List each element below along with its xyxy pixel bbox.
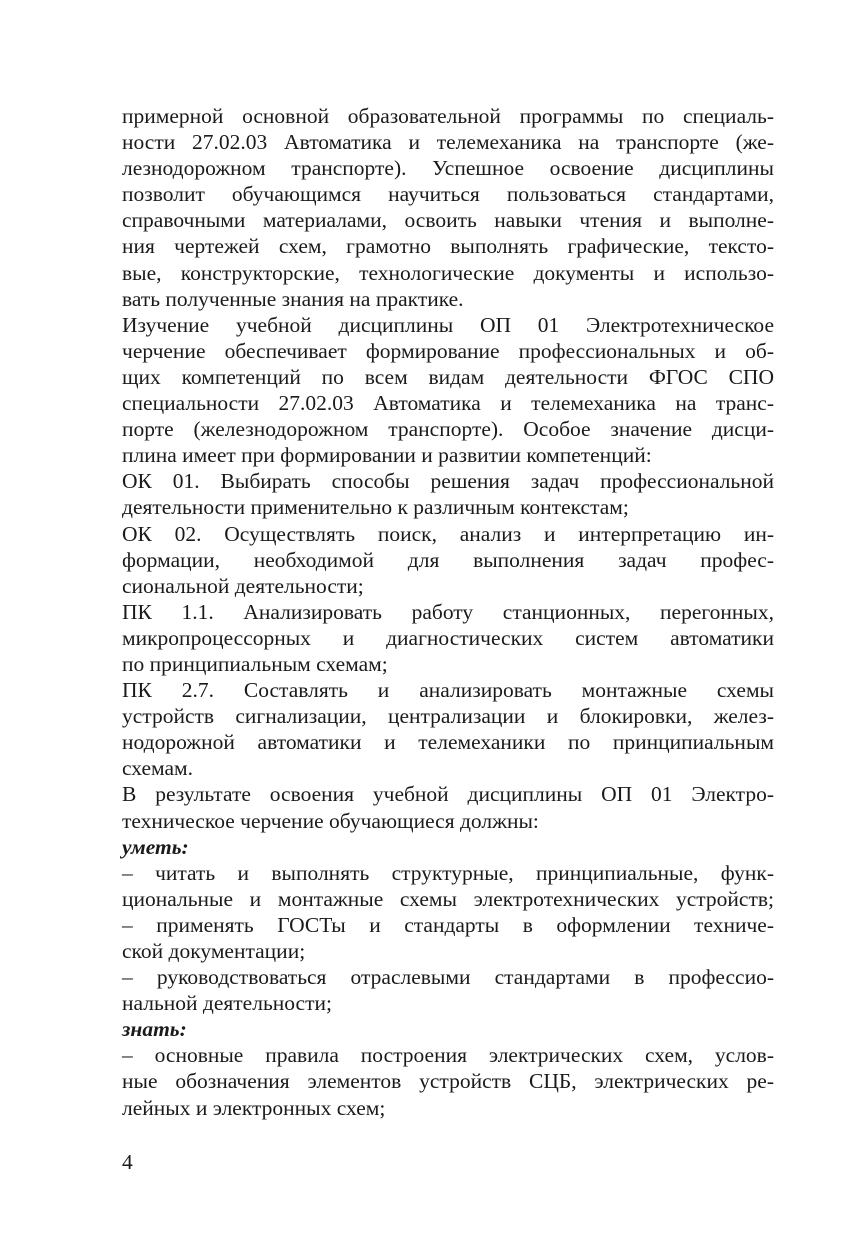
- text-line: нодорожной автоматики и телемеханики по принципиальным: [122, 730, 774, 755]
- text-line: черчение обеспечивает формирование профессиональных и об-: [122, 338, 774, 363]
- body-text: [122, 103, 774, 1121]
- text-line: лейных и электронных схем;: [122, 1095, 386, 1120]
- text-line: – руководствоваться отраслевыми стандартами в профессио-: [122, 965, 774, 990]
- text-line: примерной основной образовательной программы по специаль-: [122, 104, 774, 128]
- text-line: порте (железнодорожном транспорте). Особое значение дисци-: [122, 417, 774, 442]
- text-line: ния чертежей схем, грамотно выполнять графические, тексто-: [122, 234, 774, 259]
- text-line: ОК 01. Выбирать способы решения задач профессиональной: [122, 469, 774, 494]
- text-line: формации, необходимой для выполнения задач профес-: [122, 547, 774, 572]
- text-line: – читать и выполнять структурные, принципиальные, функ-: [122, 860, 774, 885]
- text-line: схемам.: [122, 756, 193, 781]
- text-line: Изучение учебной дисциплины ОП 01 Электротехническое: [122, 312, 774, 337]
- text-line: – основные правила построения электрических схем, услов-: [122, 1043, 774, 1068]
- text-line: по принципиальным схемам;: [122, 651, 388, 676]
- text-line: деятельности применительно к различным контекстам;: [122, 495, 629, 520]
- text-line: циональные и монтажные схемы электротехнических устройств;: [122, 886, 774, 911]
- text-line: ОК 02. Осуществлять поиск, анализ и интерпретацию ин-: [122, 521, 774, 546]
- text-line: справочными материалами, освоить навыки чтения и выполне-: [122, 208, 774, 233]
- text-line: знать:: [122, 1017, 187, 1042]
- text-line: ПК 2.7. Составлять и анализировать монтажные схемы: [122, 678, 774, 703]
- text-line: специальности 27.02.03 Автоматика и телемеханика на транс-: [122, 391, 774, 416]
- text-line: плина имеет при формировании и развитии компетенций:: [122, 443, 652, 468]
- text-line: уметь:: [122, 834, 189, 859]
- text-line: нальной деятельности;: [122, 991, 332, 1016]
- text-line: вые, конструкторские, технологические документы и использо-: [122, 260, 774, 285]
- text-line: позволит обучающимся научиться пользоваться стандартами,: [122, 182, 774, 207]
- text-line: вать полученные знания на практике.: [122, 286, 464, 311]
- text-line: ПК 1.1. Анализировать работу станционных, перегонных,: [122, 599, 774, 624]
- text-line: устройств сигнализации, централизации и блокировки, желез-: [122, 704, 774, 729]
- text-line: В результате освоения учебной дисциплины ОП 01 Электро-: [122, 782, 774, 807]
- text-line: лезнодорожном транспорте). Успешное освоение дисциплины: [122, 156, 774, 181]
- text-line: – применять ГОСТы и стандарты в оформлении техниче-: [122, 912, 774, 937]
- text-line: ской документации;: [122, 939, 306, 963]
- text-line: сиональной деятельности;: [122, 573, 364, 598]
- text-line: щих компетенций по всем видам деятельности ФГОС СПО: [122, 364, 774, 389]
- text-line: ные обозначения элементов устройств СЦБ, электрических ре-: [122, 1069, 774, 1094]
- text-line: ности 27.02.03 Автоматика и телемеханика на транспорте (же-: [122, 130, 774, 155]
- text-line: техническое черчение обучающиеся должны:: [122, 808, 539, 833]
- text-line: микропроцессорных и диагностических систем автоматики: [122, 625, 774, 650]
- page-number: 4: [122, 1150, 133, 1174]
